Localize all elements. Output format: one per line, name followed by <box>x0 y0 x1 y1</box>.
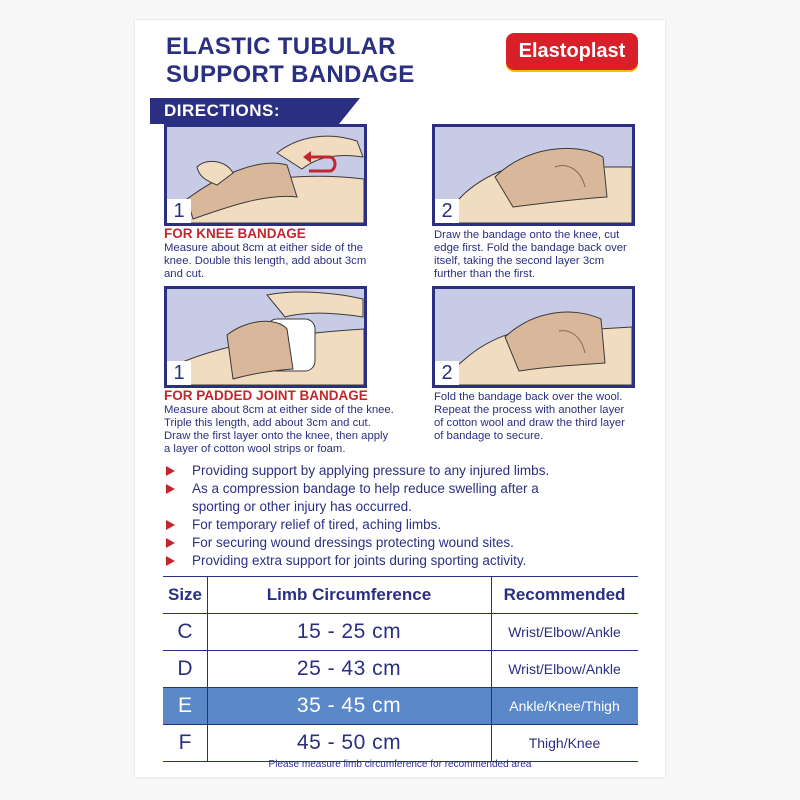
size-cell: F <box>178 731 192 754</box>
use-text: Providing extra support for joints during sporting activity. <box>192 553 527 568</box>
recommended-cell: Wrist/Elbow/Ankle <box>508 624 621 640</box>
knee-bandage-heading: FOR KNEE BANDAGE <box>164 226 306 241</box>
circumference-cell: 25 - 43 cm <box>296 657 402 680</box>
use-text-continued: sporting or other injury has occurred. <box>192 499 412 514</box>
recommended-cell: Thigh/Knee <box>528 735 601 751</box>
step-number: 2 <box>435 199 459 223</box>
recommended-cell: Wrist/Elbow/Ankle <box>508 661 621 677</box>
size-cell: C <box>177 620 193 643</box>
knee-step1-illustration <box>164 124 367 226</box>
table-row <box>163 614 638 651</box>
table-footnote: Please measure limb circumference for recommended area <box>268 759 532 770</box>
step-number: 1 <box>167 361 191 385</box>
padded-step2-illustration <box>432 286 635 388</box>
bullet-triangle-icon <box>166 556 175 566</box>
knee-step2-text: Draw the bandage onto the knee, cut edge first. Fold the bandage back over itself, taking the second layer 3cm further than the first. <box>434 229 627 280</box>
padded-joint-heading: FOR PADDED JOINT BANDAGE <box>164 388 368 403</box>
use-text: For securing wound dressings protecting wound sites. <box>192 535 514 550</box>
table-row <box>163 651 638 688</box>
step-number: 2 <box>435 361 459 385</box>
table-divider <box>207 576 208 762</box>
product-title-line1: ELASTIC TUBULAR <box>166 33 396 60</box>
use-text: As a compression bandage to help reduce swelling after a <box>192 481 539 496</box>
use-text: For temporary relief of tired, aching limbs. <box>192 517 442 532</box>
table-header-row <box>163 577 638 614</box>
size-cell: E <box>177 694 192 717</box>
padded-step1-illustration <box>164 286 367 388</box>
header-limb-circumference: Limb Circumference <box>266 585 432 604</box>
step-number: 1 <box>167 199 191 223</box>
directions-label: DIRECTIONS: <box>164 101 280 120</box>
bullet-triangle-icon <box>166 484 175 494</box>
padded-step1-text: Measure about 8cm at either side of the knee. Triple this length, add about 3cm and cut. Draw the first layer onto the knee, then apply a layer of cotton wool strips or foam. <box>164 404 394 455</box>
padded-step2-text: Fold the bandage back over the wool. Repeat the process with another layer of cotton wool and draw the third layer of bandage to secure. <box>434 391 625 442</box>
bullet-triangle-icon <box>166 520 175 530</box>
header-size: Size <box>167 585 203 604</box>
bullet-triangle-icon <box>166 538 175 548</box>
use-text: Providing support by applying pressure to any injured limbs. <box>192 463 550 478</box>
circumference-cell: 45 - 50 cm <box>296 731 402 754</box>
knee-step1-text: Measure about 8cm at either side of the knee. Double this length, add about 3cm and cut. <box>164 242 367 280</box>
table-row-highlighted <box>163 688 638 725</box>
table-divider <box>491 576 492 762</box>
elastoplast-logo: Elastoplast <box>506 33 638 70</box>
header-recommended: Recommended <box>503 585 626 604</box>
circumference-cell: 35 - 45 cm <box>296 694 402 717</box>
bullet-triangle-icon <box>166 466 175 476</box>
circumference-cell: 15 - 25 cm <box>296 620 402 643</box>
size-cell: D <box>177 657 193 680</box>
knee-step2-illustration <box>432 124 635 226</box>
table-row <box>163 725 638 762</box>
product-title-line2: SUPPORT BANDAGE <box>166 61 415 88</box>
recommended-cell: Ankle/Knee/Thigh <box>509 698 620 714</box>
